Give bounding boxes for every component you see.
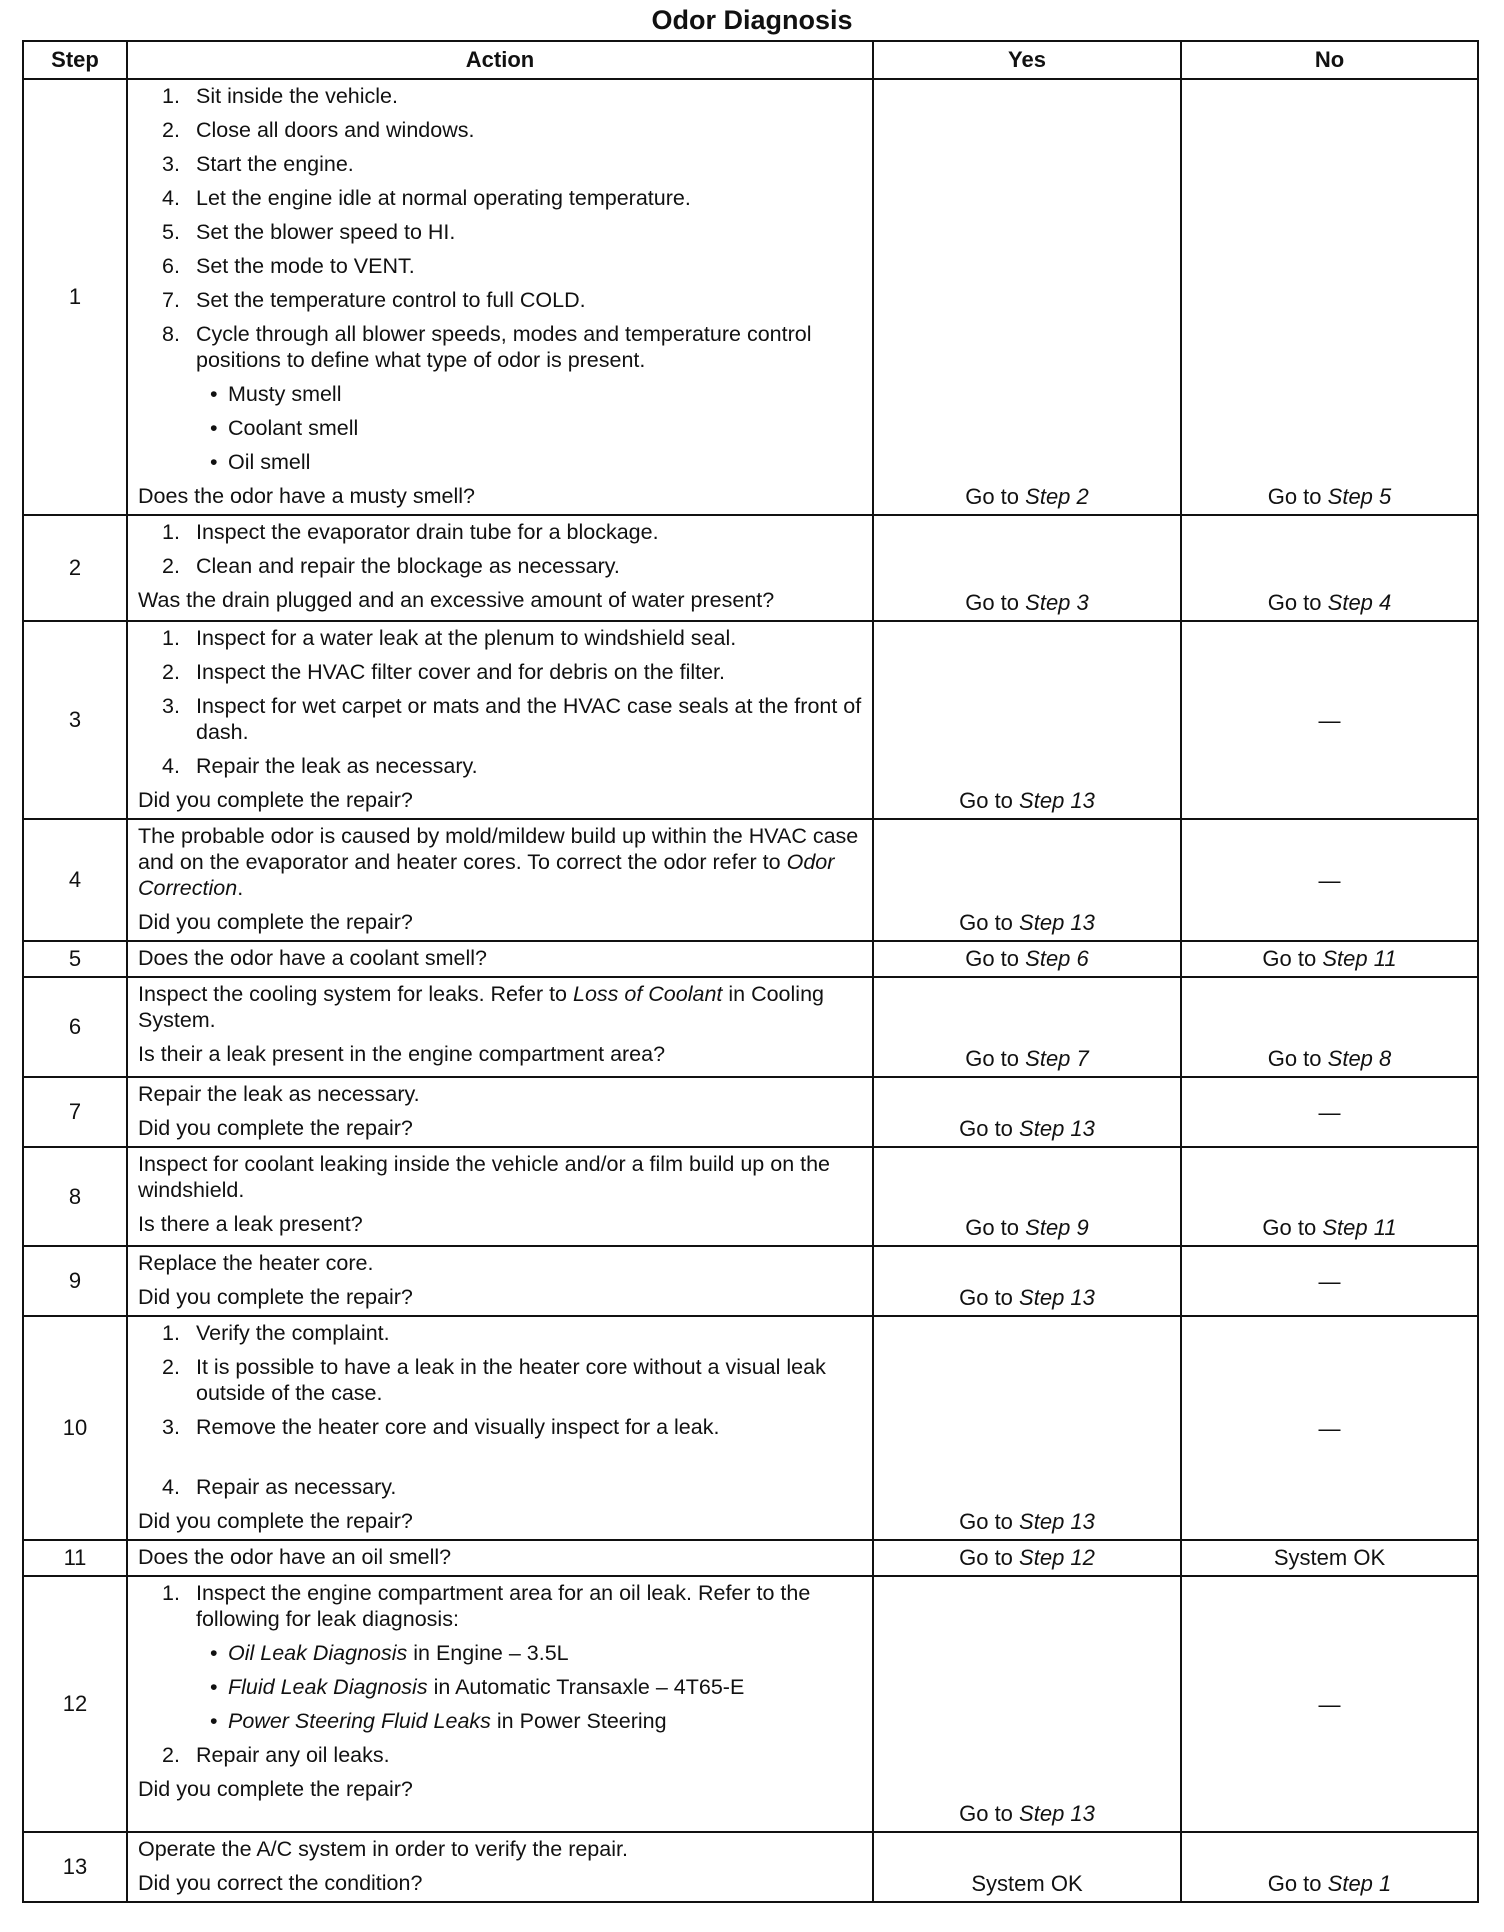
odor-diagnosis-table — [22, 40, 1479, 1903]
yes-cell: Go to Step 9 — [873, 1147, 1181, 1246]
table-row-step-4 — [23, 819, 1478, 941]
no-cell: — — [1181, 1077, 1478, 1147]
table-row-step-7 — [23, 1077, 1478, 1147]
table-row-step-12 — [23, 1576, 1478, 1832]
yes-cell: Go to Step 3 — [873, 515, 1181, 621]
bullet-item: • Fluid Leak Diagnosis in Automatic Transaxle – 4T65-E — [196, 1674, 864, 1700]
table-row-step-5 — [23, 941, 1478, 977]
step-link[interactable]: Step 11 — [1322, 1215, 1397, 1240]
step-link[interactable]: Step 13 — [1019, 1801, 1095, 1826]
question: Does the odor have an oil smell? — [138, 1545, 452, 1569]
reference-link[interactable]: Fluid Leak Diagnosis — [228, 1675, 428, 1699]
list-item: 2. Clean and repair the blockage as necessary. — [162, 554, 620, 578]
list-item: 4. Let the engine idle at normal operating temperature. — [162, 186, 691, 210]
list-item: 4. Repair as necessary. — [162, 1475, 397, 1499]
reference-link[interactable]: Odor Correction — [138, 850, 835, 900]
list-item: 4. Repair the leak as necessary. — [162, 754, 478, 778]
bullet-item: • Coolant smell — [196, 415, 864, 441]
list-item: 8. Cycle through all blower speeds, modes and temperature control positions to define what type of odor is present. • Musty smell • Coolant smell • Oil smell — [138, 321, 864, 475]
action-text: Inspect for coolant leaking inside the vehicle and/or a film build up on the windshield. — [138, 1152, 831, 1202]
header-yes: Yes — [873, 41, 1181, 79]
question: Does the odor have a musty smell? — [138, 484, 475, 508]
no-cell: Go to Step 8 — [1181, 977, 1478, 1077]
list-item: 2. Close all doors and windows. — [162, 118, 475, 142]
yes-cell: Go to Step 13 — [873, 819, 1181, 941]
action-cell — [127, 621, 873, 819]
bullet-item: • Musty smell — [196, 381, 864, 407]
table-row-step-6 — [23, 977, 1478, 1077]
action-cell — [127, 941, 873, 977]
action-text: Operate the A/C system in order to verify the repair. — [138, 1837, 628, 1861]
list-item: 3. Remove the heater core and visually inspect for a leak. — [162, 1415, 720, 1439]
bullet-item: • Power Steering Fluid Leaks in Power Steering — [196, 1708, 864, 1734]
action-cell — [127, 1540, 873, 1576]
step-link[interactable]: Step 8 — [1327, 1046, 1392, 1071]
step-link[interactable]: Step 13 — [1019, 1509, 1095, 1534]
yes-cell: Go to Step 13 — [873, 1077, 1181, 1147]
step-link[interactable]: Step 13 — [1019, 910, 1095, 935]
question: Did you complete the repair? — [138, 910, 413, 934]
question: Did you correct the condition? — [138, 1871, 423, 1895]
step-link[interactable]: Step 9 — [1025, 1215, 1089, 1240]
question: Did you complete the repair? — [138, 1285, 413, 1309]
no-cell: — — [1181, 1246, 1478, 1316]
no-cell: Go to Step 4 — [1181, 515, 1478, 621]
list-item: 1. Inspect the engine compartment area for an oil leak. Refer to the following for leak diagnosis: • Oil Leak Diagnosis in Engine – 3.5L • Fluid Leak Diagnosis in Automatic Transaxle – 4T65-E • Power Steering Fluid Leaks in Power Steering — [138, 1580, 864, 1734]
step-number: 3 — [23, 621, 127, 819]
table-header-row — [23, 41, 1478, 79]
action-cell — [127, 977, 873, 1077]
step-link[interactable]: Step 11 — [1322, 946, 1397, 971]
step-link[interactable]: Step 3 — [1025, 590, 1089, 615]
list-item: 6. Set the mode to VENT. — [162, 254, 415, 278]
action-text: Replace the heater core. — [138, 1251, 374, 1275]
step-link[interactable]: Step 4 — [1327, 590, 1392, 615]
step-link[interactable]: Step 13 — [1019, 788, 1095, 813]
yes-cell: Go to Step 6 — [873, 941, 1181, 977]
action-cell — [127, 1077, 873, 1147]
list-item: 3. Inspect for wet carpet or mats and the HVAC case seals at the front of dash. — [162, 694, 862, 744]
table-row-step-10 — [23, 1316, 1478, 1540]
step-link[interactable]: Step 5 — [1327, 484, 1392, 509]
page-title: Odor Diagnosis — [651, 5, 853, 35]
no-cell: — — [1181, 819, 1478, 941]
step-link[interactable]: Step 6 — [1025, 946, 1089, 971]
step-link[interactable]: Step 12 — [1019, 1545, 1095, 1570]
step-number: 12 — [23, 1576, 127, 1832]
table-row-step-2 — [23, 515, 1478, 621]
question: Is their a leak present in the engine compartment area? — [138, 1042, 666, 1066]
question: Did you complete the repair? — [138, 1777, 413, 1801]
question: Is there a leak present? — [138, 1212, 363, 1236]
question: Did you complete the repair? — [138, 788, 413, 812]
header-step: Step — [23, 41, 127, 79]
reference-link[interactable]: Power Steering Fluid Leaks — [228, 1709, 491, 1733]
step-link[interactable]: Step 7 — [1025, 1046, 1089, 1071]
yes-cell: Go to Step 13 — [873, 621, 1181, 819]
step-link[interactable]: Step 13 — [1019, 1116, 1095, 1141]
action-cell — [127, 1316, 873, 1540]
step-number: 8 — [23, 1147, 127, 1246]
yes-cell: System OK — [873, 1832, 1181, 1902]
step-number: 11 — [23, 1540, 127, 1576]
table-row-step-13 — [23, 1832, 1478, 1902]
list-item: 7. Set the temperature control to full COLD. — [162, 288, 586, 312]
no-cell: Go to Step 11 — [1181, 1147, 1478, 1246]
reference-link[interactable]: Oil Leak Diagnosis — [228, 1641, 408, 1665]
yes-cell: Go to Step 13 — [873, 1246, 1181, 1316]
no-cell: Go to Step 1 — [1181, 1832, 1478, 1902]
action-cell — [127, 79, 873, 515]
yes-cell: Go to Step 13 — [873, 1316, 1181, 1540]
question: Did you complete the repair? — [138, 1116, 413, 1140]
step-number: 6 — [23, 977, 127, 1077]
action-cell — [127, 515, 873, 621]
header-action: Action — [127, 41, 873, 79]
action-cell — [127, 819, 873, 941]
step-number: 2 — [23, 515, 127, 621]
yes-cell: Go to Step 12 — [873, 1540, 1181, 1576]
no-cell: System OK — [1181, 1540, 1478, 1576]
table-row-step-9 — [23, 1246, 1478, 1316]
list-item: 1. Inspect for a water leak at the plenum to windshield seal. — [162, 626, 737, 650]
step-link[interactable]: Step 2 — [1025, 484, 1089, 509]
step-link[interactable]: Step 1 — [1327, 1871, 1392, 1896]
action-text: Repair the leak as necessary. — [138, 1082, 420, 1106]
yes-cell: Go to Step 13 — [873, 1576, 1181, 1832]
bullet-item: • Oil Leak Diagnosis in Engine – 3.5L — [196, 1640, 864, 1666]
list-item: 1. Inspect the evaporator drain tube for a blockage. — [162, 520, 659, 544]
step-number: 10 — [23, 1316, 127, 1540]
list-item: 2. Repair any oil leaks. — [162, 1743, 390, 1767]
table-row-step-3 — [23, 621, 1478, 819]
spacer — [138, 1448, 864, 1466]
step-link[interactable]: Step 13 — [1019, 1285, 1095, 1310]
table-row-step-1 — [23, 79, 1478, 515]
question: Did you complete the repair? — [138, 1509, 413, 1533]
header-no: No — [1181, 41, 1478, 79]
step-number: 4 — [23, 819, 127, 941]
list-item: 2. It is possible to have a leak in the heater core without a visual leak outside of the case. — [162, 1355, 826, 1405]
no-cell: — — [1181, 1576, 1478, 1832]
action-cell — [127, 1832, 873, 1902]
action-text: Inspect the cooling system for leaks. Refer to Loss of Coolant in Cooling System. — [138, 982, 824, 1032]
list-item: 3. Start the engine. — [162, 152, 354, 176]
step-number: 1 — [23, 79, 127, 515]
question: Does the odor have a coolant smell? — [138, 946, 487, 970]
list-item: 5. Set the blower speed to HI. — [162, 220, 456, 244]
action-text: The probable odor is caused by mold/mildew build up within the HVAC case and on the evaporator and heater cores. To correct the odor refer to Odor Correction. — [138, 824, 859, 900]
no-cell: Go to Step 5 — [1181, 79, 1478, 515]
table-row-step-8 — [23, 1147, 1478, 1246]
list-item: 1. Sit inside the vehicle. — [162, 84, 398, 108]
step-number: 9 — [23, 1246, 127, 1316]
yes-cell: Go to Step 7 — [873, 977, 1181, 1077]
action-cell — [127, 1576, 873, 1832]
question: Was the drain plugged and an excessive amount of water present? — [138, 588, 775, 612]
action-cell — [127, 1246, 873, 1316]
step-number: 7 — [23, 1077, 127, 1147]
no-cell: Go to Step 11 — [1181, 941, 1478, 977]
step-number: 13 — [23, 1832, 127, 1902]
no-cell: — — [1181, 621, 1478, 819]
yes-cell: Go to Step 2 — [873, 79, 1181, 515]
reference-link[interactable]: Loss of Coolant — [572, 982, 723, 1006]
table-row-step-11 — [23, 1540, 1478, 1576]
action-cell — [127, 1147, 873, 1246]
bullet-item: • Oil smell — [196, 449, 864, 475]
list-item: 2. Inspect the HVAC filter cover and for debris on the filter. — [162, 660, 725, 684]
no-cell: — — [1181, 1316, 1478, 1540]
list-item: 1. Verify the complaint. — [162, 1321, 390, 1345]
step-number: 5 — [23, 941, 127, 977]
